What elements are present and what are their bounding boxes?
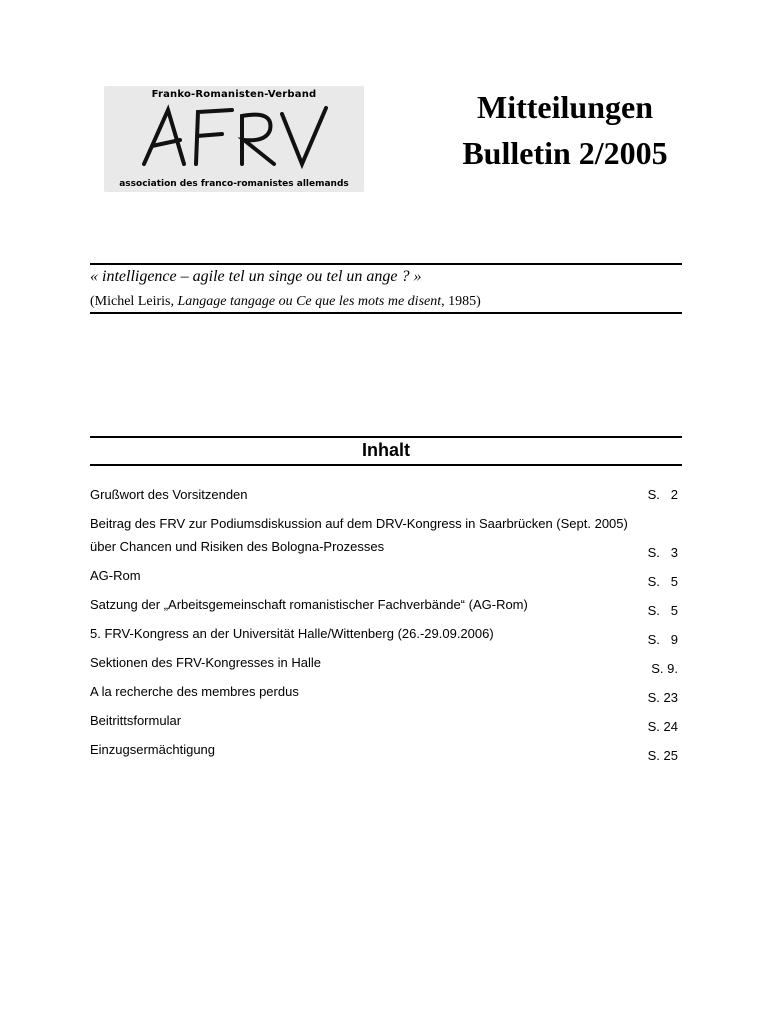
toc-item-label: Grußwort des Vorsitzenden (90, 487, 248, 502)
source-prefix: (Michel Leiris, (90, 294, 178, 309)
toc-item-page: S. 5 (647, 574, 678, 589)
logo-bottom-text: association des franco-romanistes allemands (119, 179, 349, 189)
toc-item-page: S. 9 (647, 632, 678, 647)
toc-item-label: Beitrag des FRV zur Podiumsdiskussion auf dem DRV-Kongress in Saarbrücken (Sept. 2005) über Chancen und Risiken des Bologna-Prozesses (90, 516, 628, 554)
contents-heading: Inhalt (362, 440, 410, 460)
toc-item-label: Sektionen des FRV-Kongresses in Halle (90, 655, 321, 670)
logo-top-text: Franko-Romanisten-Verband (151, 89, 317, 100)
contents-bottom-rule (90, 464, 682, 466)
toc-item-page: S. 24 (647, 719, 678, 734)
toc-item-page: S. 23 (647, 690, 678, 705)
toc-item-label: AG-Rom (90, 568, 141, 583)
epigraph-bottom-rule (90, 312, 682, 314)
toc-item-page: S. 9. (651, 661, 678, 676)
source-title: Langage tangage ou Ce que les mots me disent (177, 294, 442, 309)
logo-mark-afrv (134, 102, 334, 172)
toc-item-page: S. 5 (647, 603, 678, 618)
source-suffix: , 1985) (441, 294, 481, 309)
contents-top-rule (90, 436, 682, 438)
toc-item-page: S. 3 (647, 545, 678, 560)
toc-item-label: Beitrittsformular (90, 713, 182, 728)
toc-item-page: S. 2 (647, 487, 678, 502)
toc-item-page: S. 25 (647, 748, 678, 763)
toc-item-label: Satzung der „Arbeitsgemeinschaft romanistischer Fachverbände“ (AG-Rom) (90, 597, 528, 612)
epigraph-quote: « intelligence – agile tel un singe ou tel un ange ? » (90, 268, 422, 285)
toc-item-label: A la recherche des membres perdus (90, 684, 299, 699)
epigraph-top-rule (90, 263, 682, 265)
toc-item-label: 5. FRV-Kongress an der Universität Halle/Wittenberg (26.-29.09.2006) (90, 626, 494, 641)
toc-item-label: Einzugsermächtigung (90, 742, 216, 757)
afrv-logo (104, 86, 364, 192)
title-line-2: Bulletin 2/2005 (462, 135, 668, 171)
title-line-1: Mitteilungen (477, 89, 653, 125)
epigraph-source (90, 294, 481, 310)
